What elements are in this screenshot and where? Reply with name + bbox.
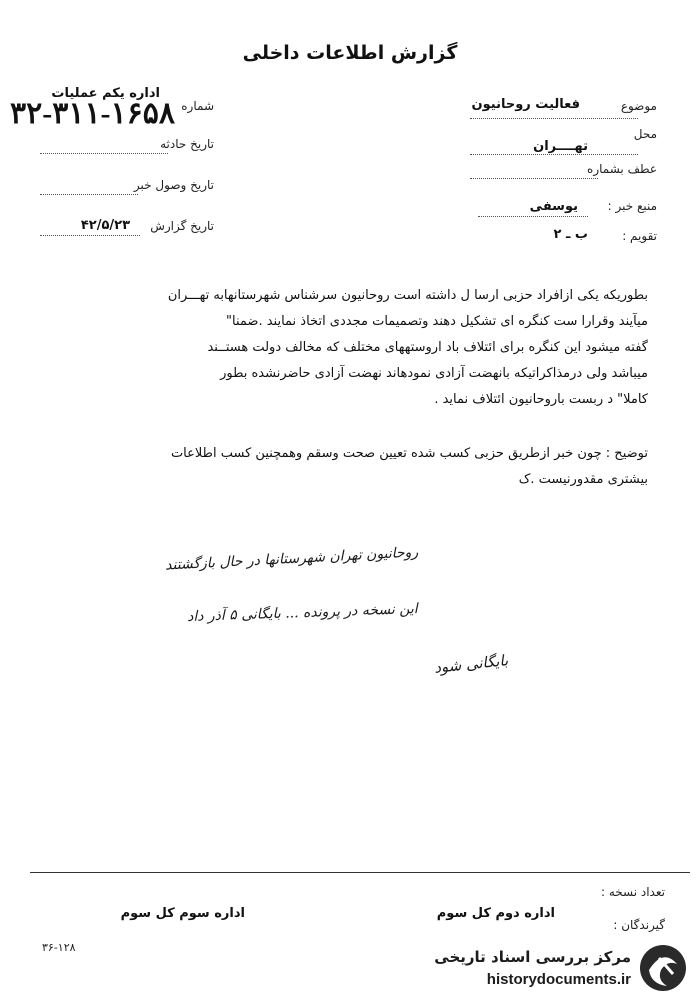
source-value: یوسفی bbox=[529, 199, 578, 214]
report-body bbox=[48, 283, 648, 413]
news-received-dotted-line bbox=[40, 194, 138, 195]
number-department: اداره یکم عملیات bbox=[51, 86, 160, 101]
recipient-department-right: اداره دوم کل سوم bbox=[436, 906, 555, 921]
body-line: میآیند وقرارا ست کنگره ای تشکیل دهند وتصمیمات مجددی اتخاذ نمایند .ضمنا" bbox=[226, 314, 648, 329]
body-line: بطوریکه یکی ازافراد حزبی ارسا ل داشته است روحانیون سرشناس شهرستانهابه تهـــران bbox=[167, 288, 648, 303]
footer-divider bbox=[30, 872, 690, 873]
place-label: محل bbox=[633, 127, 657, 141]
subject-label: موضوع bbox=[620, 99, 657, 113]
source-label: منبع خبر : bbox=[607, 199, 657, 213]
archive-watermark bbox=[415, 940, 695, 1000]
archive-logo-icon bbox=[637, 940, 689, 996]
handwritten-note-line: روحانیون تهران شهرستانها در حال بازگشتند bbox=[164, 544, 419, 574]
report-title: گزارش اطلاعات داخلی bbox=[242, 42, 458, 64]
reference-label: عطف بشماره bbox=[587, 162, 657, 176]
incident-date-label: تاریخ حادثه bbox=[160, 137, 214, 151]
handwritten-signature: بایگانی شود bbox=[433, 651, 509, 677]
number-value: ۳۲-۳۱۱-۱۶۵۸ bbox=[10, 97, 175, 130]
place-value: تهــــران bbox=[533, 139, 588, 154]
report-note bbox=[48, 441, 648, 493]
body-line: گفته میشود این کنگره برای ائتلاف باد اروستههای مختلف که مخالف دولت هستــند bbox=[207, 340, 648, 355]
handwritten-note-line: این نسخه در پرونده ... بایگانی ۵ آذر داد bbox=[187, 600, 419, 626]
incident-date-dotted-line bbox=[40, 153, 168, 154]
subject-value: فعالیت روحانیون bbox=[471, 97, 580, 112]
note-line: بیشتری مقدورنیست .ک bbox=[518, 472, 648, 487]
news-received-date-label: تاریخ وصول خبر bbox=[133, 178, 214, 192]
copies-label: تعداد نسخه : bbox=[600, 885, 665, 899]
source-dotted-line bbox=[478, 216, 588, 217]
report-date-label: تاریخ گزارش bbox=[150, 219, 214, 233]
note-line: توضیح : چون خبر ازطریق حزبی کسب شده تعیین صحت وسقم وهمچنین کسب اطلاعات bbox=[170, 446, 648, 461]
evaluation-label: تقویم : bbox=[622, 229, 657, 243]
evaluation-value: ب ـ ۲ bbox=[553, 227, 588, 242]
body-line: میباشد ولی درمذاکراتیکه بانهضت آزادی نمودهاند نهضت آزادی حاضرنشده بطور bbox=[220, 366, 648, 381]
recipients-label: گیرندگان : bbox=[613, 918, 665, 932]
report-date-value: ۴۲/۵/۲۳ bbox=[80, 218, 130, 233]
form-code: ۳۶-۱۲۸ bbox=[42, 941, 76, 954]
watermark-url: historydocuments.ir bbox=[486, 971, 631, 988]
number-label: شماره bbox=[181, 99, 214, 113]
subject-dotted-line bbox=[470, 118, 638, 119]
recipient-department-left: اداره سوم کل سوم bbox=[120, 906, 245, 921]
body-line: کاملا" د ربست باروحانیون ائتلاف نماید . bbox=[434, 392, 648, 407]
reference-dotted-line bbox=[470, 178, 598, 179]
place-dotted-line bbox=[470, 154, 638, 155]
watermark-name: مرکز بررسی اسناد تاریخی bbox=[434, 948, 631, 966]
report-date-dotted-line bbox=[40, 235, 140, 236]
